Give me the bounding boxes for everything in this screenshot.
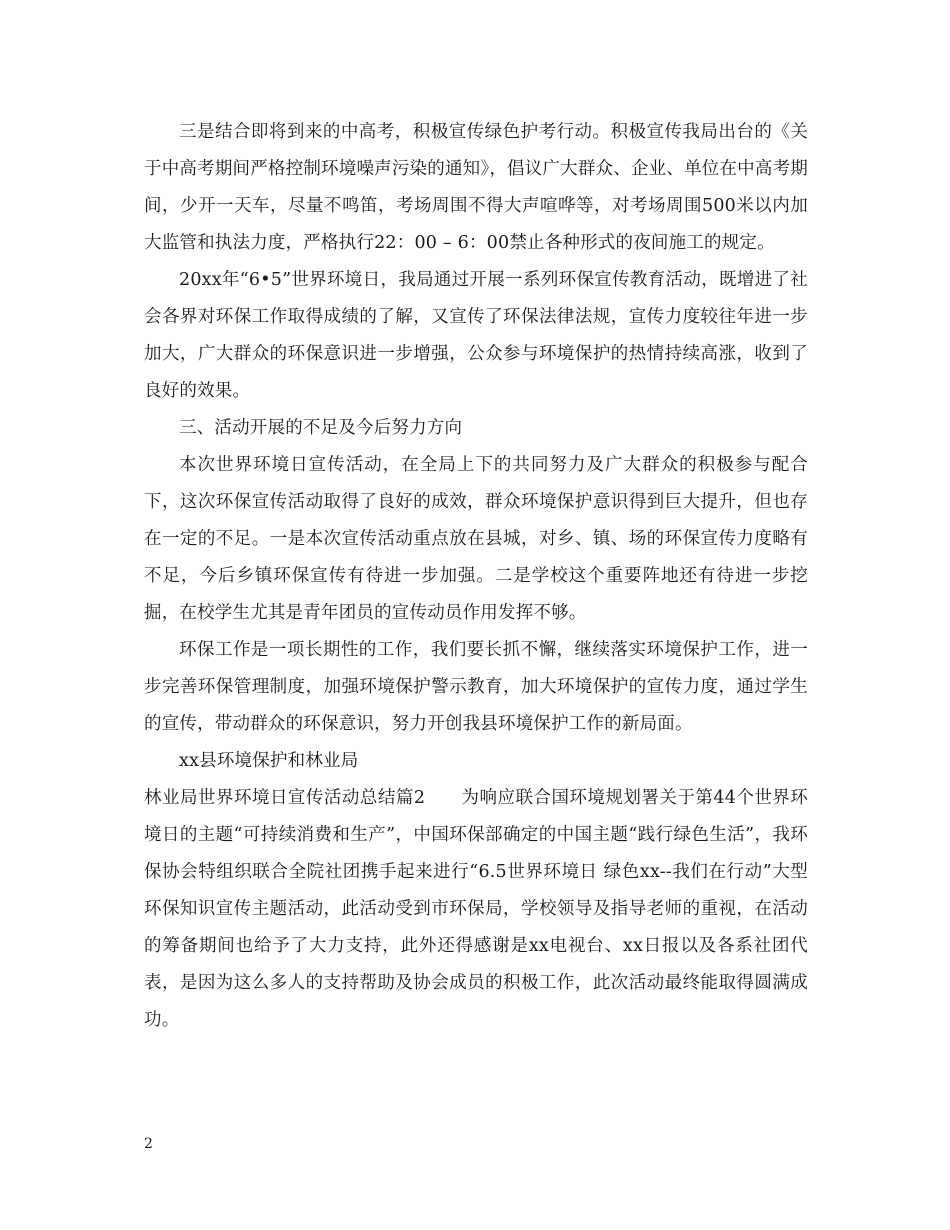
section-heading-shortcomings: 三、活动开展的不足及今后努力方向 [179, 418, 463, 438]
paragraph-shortcomings: 本次世界环境日宣传活动，在全局上下的共同努力及广大群众的积极参与配合下，这次环保宣传活动取得了良好的成效，群众环境保护意识得到巨大提升，但也存在一定的不足。一是本次宣传活动重点放在县城，对乡、镇、场的环保宣传力度略有不足，今后乡镇环保宣传有待进一步加强。二是学校这个重要阵地还有待进一步挖掘，在校学生尤其是青年团员的宣传动员作用发挥不够。 [144, 455, 808, 623]
paragraph-green-exam: 三是结合即将到来的中高考，积极宣传绿色护考行动。积极宣传我局出台的《关于中高考期间严格控制环境噪声污染的通知》，倡议广大群众、企业、单位在中高考期间，少开一天车，尽量不鸣笛，考场周围不得大声喧哗等，对考场周围500米以内加大监管和执法力度，严格执行22：00 – 6：00禁止各种形式的夜间施工的规定。 [144, 122, 808, 253]
signature-bureau: xx县环境保护和林业局 [179, 751, 359, 771]
paragraph-summary-part2: 林业局世界环境日宣传活动总结篇2 为响应联合国环境规划署关于第44个世界环境日的主题“可持续消费和生产”，中国环保部确定的中国主题“践行绿色生活”，我环保协会特组织联合全院社团携手起来进行“6.5世界环境日 绿色xx--我们在行动”大型环保知识宣传主题活动，此活动受到市环保局，学校领导及指导老师的重视，在活动的筹备期间也给予了大力支持，此外还得感谢是xx电视台、xx日报以及各系社团代表，是因为这么多人的支持帮助及协会成员的积极工作，此次活动最终能取得圆满成功。 [144, 788, 808, 1030]
paragraph-long-term-work: 环保工作是一项长期性的工作，我们要长抓不懈，继续落实环境保护工作，进一步完善环保管理制度，加强环境保护警示教育，加大环境保护的宣传力度，通过学生的宣传，带动群众的环保意识，努力开创我县环境保护工作的新局面。 [144, 640, 808, 734]
page-number: 2 [144, 1136, 153, 1152]
document-body [144, 114, 808, 1039]
paragraph-environment-day-results: 20xx年“6•5”世界环境日，我局通过开展一系列环保宣传教育活动，既增进了社会各界对环保工作取得成绩的了解，又宣传了环保法律法规，宣传力度较往年进一步加大，广大群众的环保意识进一步增强，公众参与环境保护的热情持续高涨，收到了良好的效果。 [144, 270, 808, 401]
